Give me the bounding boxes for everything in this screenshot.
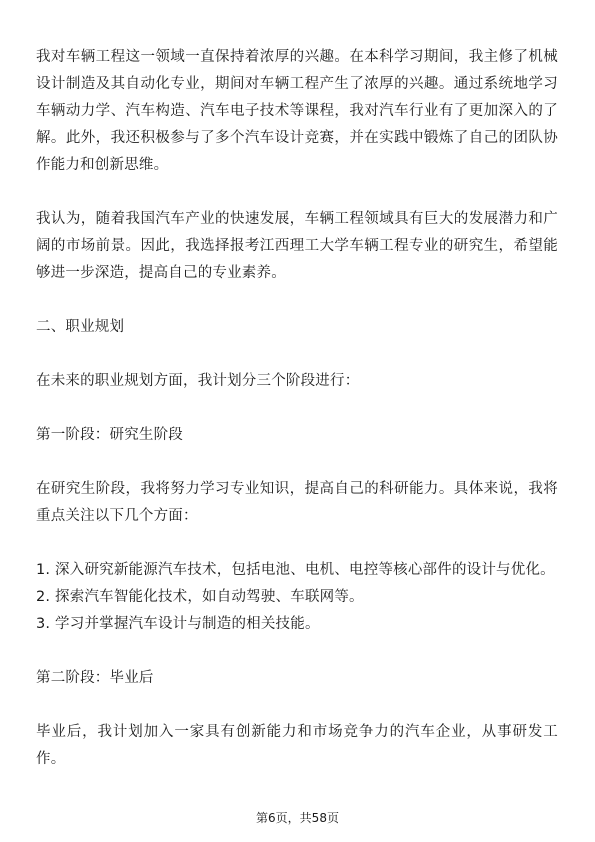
stage-1-list [36,557,558,638]
paragraph-interest: 我对车辆工程这一领域一直保持着浓厚的兴趣。在本科学习期间，我主修了机械设计制造及其自动化专业，期间对车辆工程产生了浓厚的兴趣。通过系统地学习车辆动力学、汽车构造、汽车电子技术等课程，我对汽车行业有了更加深入的了解。此外，我还积极参与了多个汽车设计竞赛，并在实践中锻炼了自己的团队协作能力和创新思维。 [36,49,558,173]
list-item: 2. 探索汽车智能化技术，如自动驾驶、车联网等。 [36,589,364,605]
stage-1-title: 第一阶段：研究生阶段 [36,427,183,443]
section-heading-career: 二、职业规划 [36,319,125,335]
stage-2-title: 第二阶段：毕业后 [36,670,154,686]
list-item: 3. 学习并掌握汽车设计与制造的相关技能。 [36,616,320,632]
page-number-footer: 第6页，共58页 [256,811,339,825]
list-item: 1. 深入研究新能源汽车技术，包括电池、电机、电控等核心部件的设计与优化。 [36,562,555,578]
paragraph-career-intro: 在未来的职业规划方面，我计划分三个阶段进行： [36,373,360,389]
paragraph-stage-1: 在研究生阶段，我将努力学习专业知识，提高自己的科研能力。具体来说，我将重点关注以下几个方面： [36,481,558,524]
paragraph-stage-2: 毕业后，我计划加入一家具有创新能力和市场竞争力的汽车企业，从事研发工作。 [36,724,558,767]
page-content [36,44,558,773]
paragraph-choice: 我认为，随着我国汽车产业的快速发展，车辆工程领域具有巨大的发展潜力和广阔的市场前景。因此，我选择报考江西理工大学车辆工程专业的研究生，希望能够进一步深造，提高自己的专业素养。 [36,211,558,281]
